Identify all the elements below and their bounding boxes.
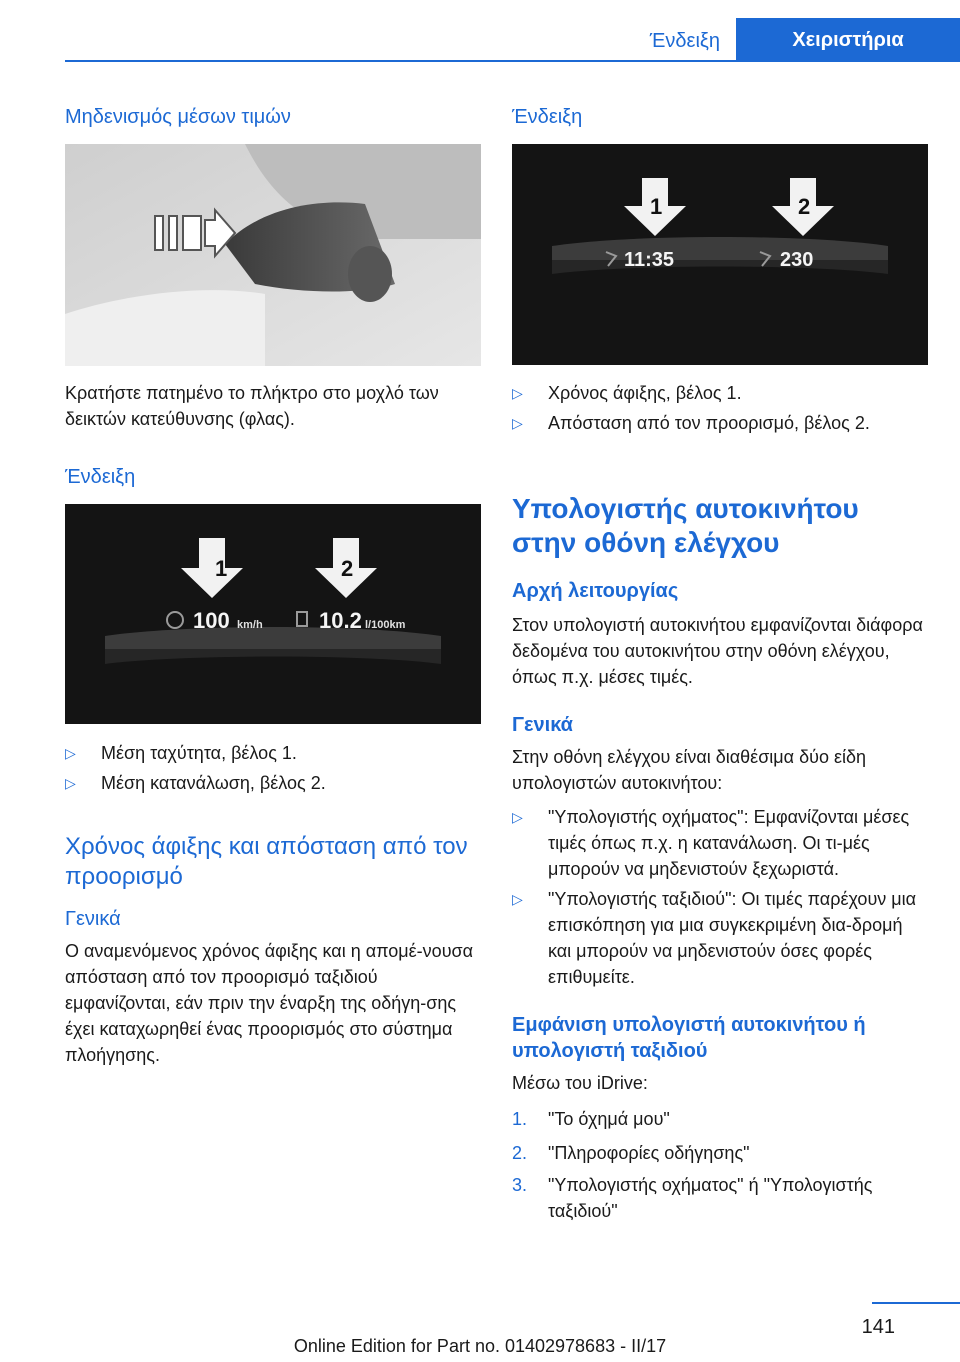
page-header bbox=[0, 0, 960, 62]
arrow-2-label: 2 bbox=[341, 556, 354, 581]
arrow-1-label: 1 bbox=[215, 556, 228, 581]
arrow-1-label: 1 bbox=[650, 194, 663, 219]
avg-consumption-value: 10.2 bbox=[319, 608, 362, 633]
bullet-marker: ▷ bbox=[512, 809, 523, 825]
avg-speed-unit: km/h bbox=[237, 619, 263, 631]
principle-text: Στον υπολογιστή αυτοκινήτου εμφανίζονται διάφορα δεδομένα του αυτοκινήτου στην οθόνη ελέγχου, όπως π.χ. μέσες τιμές. bbox=[512, 615, 923, 687]
reset-instruction: Κρατήστε πατημένο το πλήκτρο στο μοχλό των δεικτών κατεύθυνσης (φλας). bbox=[65, 383, 439, 429]
heading-show-computer: Εμφάνιση υπολογιστή αυτοκινήτου ή υπολογιστή ταξιδιού bbox=[512, 1014, 866, 1062]
distance-value: 230 bbox=[780, 249, 814, 271]
bullet-marker: ▷ bbox=[512, 385, 523, 401]
header-section: Ένδειξη bbox=[649, 30, 720, 52]
via-idrive-text: Μέσω του iDrive: bbox=[512, 1073, 648, 1093]
arrival-time-value: 11:35 bbox=[624, 249, 675, 271]
page-number: 141 bbox=[861, 1316, 895, 1338]
avg-consumption-unit: l/100km bbox=[365, 619, 406, 631]
bullet-marker: ▷ bbox=[65, 775, 76, 791]
display-image-arrival bbox=[512, 144, 928, 365]
footer-rule bbox=[872, 1302, 960, 1304]
heading-principle: Αρχή λειτουργίας bbox=[512, 580, 679, 602]
arrival-description: Ο αναμενόμενος χρόνος άφιξης και η απομέ-νουσα απόσταση από τον προορισμό ταξιδιού εμφανίζονται, εάν πριν την έναρξη της οδήγη-σης έχει καταχωρηθεί ένας προορισμός στο σύστημα πλοήγησης. bbox=[65, 941, 474, 1065]
bullet-marker: ▷ bbox=[65, 745, 76, 761]
edition-note: Online Edition for Part no. 01402978683 - II/17 bbox=[293, 1336, 667, 1356]
avg-speed-value: 100 bbox=[193, 608, 230, 633]
heading-general-right: Γενικά bbox=[512, 714, 573, 736]
heading-display-right: Ένδειξη bbox=[512, 106, 583, 128]
stalk-illustration bbox=[65, 144, 481, 366]
heading-arrival-distance: Χρόνος άφιξης και απόσταση από τον προορισμό bbox=[65, 833, 468, 890]
heading-general-left: Γενικά bbox=[65, 908, 121, 930]
bullet-marker: ▷ bbox=[512, 891, 523, 907]
arrow-2-label: 2 bbox=[798, 194, 811, 219]
heading-reset-averages: Μηδενισμός μέσων τιμών bbox=[65, 106, 291, 128]
header-chapter: Χειριστήρια bbox=[736, 18, 960, 62]
display-image-averages bbox=[65, 504, 481, 724]
general-text: Στην οθόνη ελέγχου είναι διαθέσιμα δύο είδη υπολογιστών αυτοκινήτου: bbox=[512, 747, 867, 793]
heading-display-left: Ένδειξη bbox=[65, 466, 136, 488]
header-rule bbox=[65, 60, 960, 62]
heading-onboard-computer: Υπολογιστής αυτοκινήτου στην οθόνη ελέγχου bbox=[512, 493, 859, 558]
bullet-marker: ▷ bbox=[512, 415, 523, 431]
stalk-photo bbox=[65, 144, 481, 366]
